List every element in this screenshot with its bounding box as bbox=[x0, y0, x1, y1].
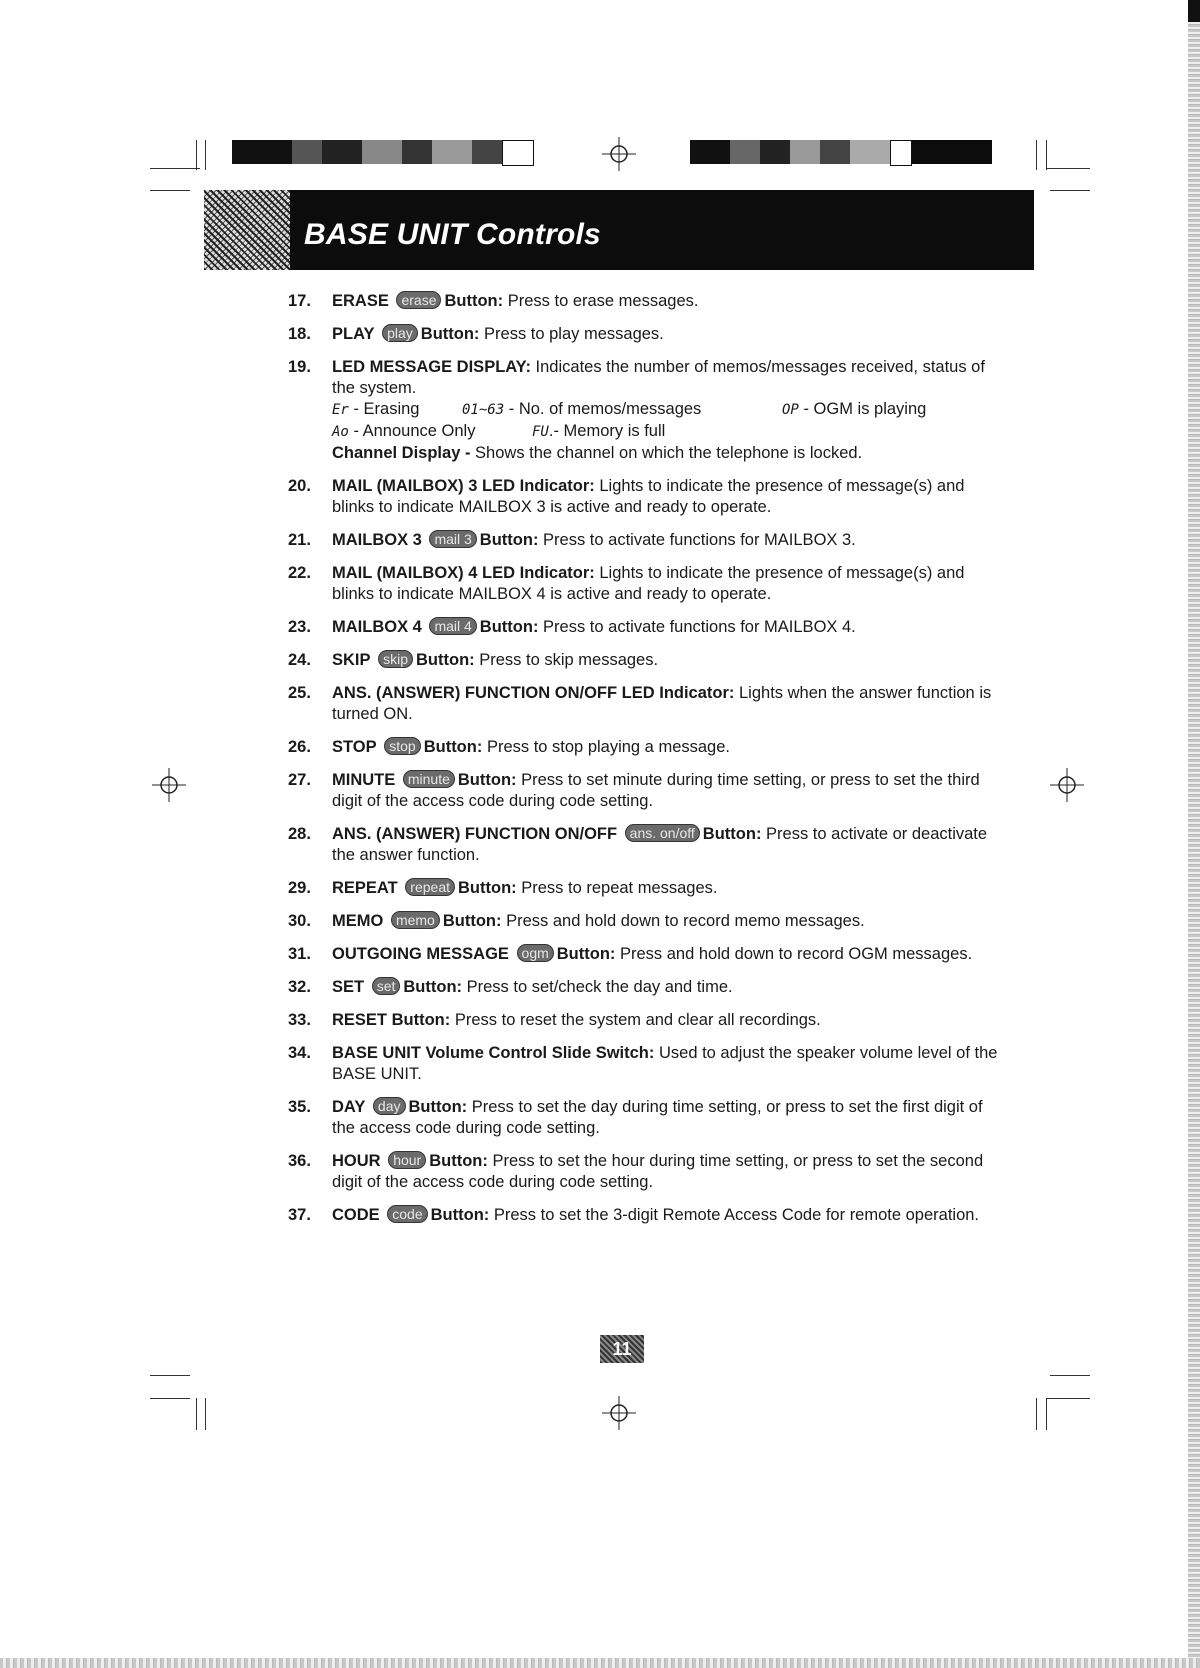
led-code-text: - Erasing bbox=[353, 400, 420, 418]
crop-mark bbox=[150, 1375, 190, 1376]
led-code-text: - No. of memos/messages bbox=[508, 400, 702, 418]
item-description: Press and hold down to record OGM messages. bbox=[620, 945, 973, 963]
item-body bbox=[332, 1010, 1008, 1031]
button-glyph: set bbox=[372, 977, 401, 995]
led-code: Ao bbox=[332, 424, 349, 440]
item-button-word: Button: bbox=[408, 1098, 468, 1116]
print-strip-right bbox=[690, 140, 992, 164]
list-item bbox=[288, 683, 1008, 725]
list-item bbox=[288, 1097, 1008, 1139]
list-item bbox=[288, 650, 1008, 671]
item-button-word: Button: bbox=[479, 618, 539, 636]
item-body bbox=[332, 944, 1008, 965]
item-label: ANS. (ANSWER) FUNCTION ON/OFF LED Indicator: bbox=[332, 684, 735, 702]
item-description: Press to skip messages. bbox=[479, 651, 659, 669]
section-header bbox=[204, 190, 1034, 270]
item-button-word: Button: bbox=[457, 771, 517, 789]
crop-mark bbox=[205, 1398, 206, 1430]
item-description: Lights to indicate the presence of message(s) and blinks to indicate MAILBOX 3 is active and ready to operate. bbox=[332, 477, 965, 516]
item-button-word: Button: bbox=[458, 879, 517, 897]
crop-mark bbox=[196, 140, 197, 170]
item-label: SKIP bbox=[332, 651, 371, 669]
crop-mark bbox=[150, 168, 200, 169]
registration-mark-icon bbox=[152, 768, 186, 802]
item-description: Press to reset the system and clear all recordings. bbox=[454, 1011, 821, 1029]
item-label: OUTGOING MESSAGE bbox=[332, 945, 509, 963]
item-label: STOP bbox=[332, 738, 377, 756]
item-description: Press to activate functions for MAILBOX 4. bbox=[543, 618, 856, 636]
item-description: Press to play messages. bbox=[484, 325, 664, 343]
button-glyph: erase bbox=[396, 291, 441, 309]
item-label: MAIL (MAILBOX) 4 LED Indicator: bbox=[332, 564, 595, 582]
button-glyph: day bbox=[373, 1097, 406, 1115]
item-button-word: Button: bbox=[479, 531, 539, 549]
item-button-word: Button: bbox=[430, 1206, 490, 1224]
crop-mark bbox=[150, 1398, 190, 1399]
item-number: 29. bbox=[288, 879, 311, 897]
item-number: 33. bbox=[288, 1011, 311, 1029]
crop-mark bbox=[205, 140, 206, 170]
item-number: 20. bbox=[288, 477, 311, 495]
item-number: 31. bbox=[288, 945, 311, 963]
crop-mark bbox=[1050, 1375, 1090, 1376]
crop-mark bbox=[1036, 1398, 1037, 1430]
led-codes-row bbox=[332, 421, 1008, 443]
crop-mark bbox=[1046, 140, 1047, 170]
button-glyph: play bbox=[382, 324, 418, 342]
scan-edge-bottom bbox=[0, 1658, 1200, 1668]
registration-mark-icon bbox=[602, 137, 636, 171]
item-body bbox=[332, 737, 1008, 758]
item-label: HOUR bbox=[332, 1152, 381, 1170]
item-body bbox=[332, 1205, 1008, 1226]
list-item bbox=[288, 1043, 1008, 1085]
crop-mark bbox=[1046, 168, 1090, 169]
item-button-word: Button: bbox=[391, 1011, 451, 1029]
item-label: MEMO bbox=[332, 912, 384, 930]
page-title: BASE UNIT Controls bbox=[304, 218, 601, 251]
item-button-word: Button: bbox=[420, 325, 480, 343]
item-label: SET bbox=[332, 978, 365, 996]
item-button-word: Button: bbox=[556, 945, 616, 963]
item-number: 22. bbox=[288, 564, 311, 582]
item-label: REPEAT bbox=[332, 879, 398, 897]
list-item bbox=[288, 737, 1008, 758]
item-number: 25. bbox=[288, 684, 311, 702]
crop-mark bbox=[196, 1398, 197, 1430]
item-body bbox=[332, 1151, 1008, 1193]
led-code-text: - Announce Only bbox=[353, 422, 476, 440]
list-item bbox=[288, 563, 1008, 605]
led-code-text: - OGM is playing bbox=[803, 400, 927, 418]
item-number: 26. bbox=[288, 738, 311, 756]
list-item bbox=[288, 1205, 1008, 1226]
item-description: Press to set the 3-digit Remote Access Code for remote operation. bbox=[493, 1206, 980, 1224]
led-code-ogm bbox=[782, 399, 926, 421]
list-item bbox=[288, 770, 1008, 812]
button-glyph: hour bbox=[388, 1151, 426, 1169]
led-code: 01~63 bbox=[462, 402, 505, 418]
led-code: OP bbox=[782, 402, 799, 418]
crop-mark bbox=[1046, 1398, 1090, 1399]
header-pattern bbox=[204, 190, 290, 270]
item-label: CODE bbox=[332, 1206, 380, 1224]
item-description: Press to stop playing a message. bbox=[486, 738, 730, 756]
item-body bbox=[332, 357, 1008, 464]
item-description: Lights when the answer function is turned ON. bbox=[332, 684, 992, 723]
item-label: MAILBOX 3 bbox=[332, 531, 422, 549]
item-body bbox=[332, 530, 1008, 551]
button-glyph: ans. on/off bbox=[625, 824, 700, 842]
item-body bbox=[332, 563, 1008, 605]
item-number: 30. bbox=[288, 912, 311, 930]
crop-mark bbox=[1050, 190, 1090, 191]
item-description: Press to repeat messages. bbox=[521, 879, 718, 897]
list-item bbox=[288, 1010, 1008, 1031]
list-item bbox=[288, 944, 1008, 965]
item-button-word: Button: bbox=[429, 1152, 488, 1170]
led-codes-row bbox=[332, 399, 1008, 421]
item-label: ERASE bbox=[332, 292, 389, 310]
item-description: Press to activate functions for MAILBOX 3. bbox=[543, 531, 856, 549]
scan-corner-mark bbox=[1188, 0, 1200, 22]
crop-mark bbox=[1046, 1398, 1047, 1430]
page-number: 11 bbox=[600, 1335, 644, 1363]
item-body bbox=[332, 1097, 1008, 1139]
item-number: 34. bbox=[288, 1044, 311, 1062]
item-number: 17. bbox=[288, 292, 311, 310]
item-description: Indicates the number of memos/messages received, status of the system. bbox=[332, 358, 985, 397]
item-number: 32. bbox=[288, 978, 311, 996]
list-item bbox=[288, 476, 1008, 518]
item-number: 21. bbox=[288, 531, 311, 549]
list-item bbox=[288, 324, 1008, 345]
item-label: RESET bbox=[332, 1011, 388, 1029]
list-item bbox=[288, 291, 1008, 312]
item-body bbox=[332, 324, 1008, 345]
item-description: Lights to indicate the presence of message(s) and blinks to indicate MAILBOX 4 is active and ready to operate. bbox=[332, 564, 965, 603]
item-description: Press to activate or deactivate the answer function. bbox=[332, 825, 988, 864]
led-code-full bbox=[532, 421, 665, 443]
crop-mark bbox=[1036, 140, 1037, 170]
button-glyph: stop bbox=[384, 737, 420, 755]
item-button-word: Button: bbox=[702, 825, 762, 843]
item-body bbox=[332, 977, 1008, 998]
registration-mark-icon bbox=[1050, 768, 1084, 802]
registration-mark-icon bbox=[602, 1396, 636, 1430]
led-code-announce bbox=[332, 421, 532, 443]
channel-display-row bbox=[332, 443, 1008, 464]
button-glyph: memo bbox=[391, 911, 440, 929]
item-description: Press to set the hour during time setting, or press to set the second digit of the access code during code setting. bbox=[332, 1152, 984, 1191]
item-label: MAILBOX 4 bbox=[332, 618, 422, 636]
item-number: 24. bbox=[288, 651, 311, 669]
button-glyph: mail 3 bbox=[429, 530, 476, 548]
item-number: 36. bbox=[288, 1152, 311, 1170]
list-item bbox=[288, 357, 1008, 464]
led-code-text: .- Memory is full bbox=[548, 422, 666, 440]
item-body bbox=[332, 476, 1008, 518]
item-label: DAY bbox=[332, 1098, 366, 1116]
button-glyph: minute bbox=[403, 770, 455, 788]
item-body bbox=[332, 770, 1008, 812]
item-description: Press to set/check the day and time. bbox=[466, 978, 733, 996]
channel-display-label: Channel Display - bbox=[332, 444, 471, 462]
item-description: Used to adjust the speaker volume level of the BASE UNIT. bbox=[332, 1044, 998, 1083]
list-item bbox=[288, 530, 1008, 551]
led-code-erasing bbox=[332, 399, 462, 421]
button-glyph: repeat bbox=[405, 878, 455, 896]
list-item bbox=[288, 617, 1008, 638]
scan-edge-right bbox=[1188, 0, 1200, 1668]
control-list bbox=[288, 291, 1008, 1238]
item-number: 37. bbox=[288, 1206, 311, 1224]
item-body bbox=[332, 911, 1008, 932]
led-code: Er bbox=[332, 402, 349, 418]
item-description: Press to set minute during time setting, or press to set the third digit of the access code during code setting. bbox=[332, 771, 980, 810]
item-number: 27. bbox=[288, 771, 311, 789]
item-body bbox=[332, 683, 1008, 725]
item-number: 35. bbox=[288, 1098, 311, 1116]
crop-mark bbox=[150, 190, 190, 191]
item-label: BASE UNIT Volume Control Slide Switch: bbox=[332, 1044, 655, 1062]
button-glyph: mail 4 bbox=[429, 617, 476, 635]
item-label: LED MESSAGE DISPLAY: bbox=[332, 358, 531, 376]
item-body bbox=[332, 617, 1008, 638]
item-description: Press and hold down to record memo messages. bbox=[506, 912, 865, 930]
list-item bbox=[288, 911, 1008, 932]
list-item bbox=[288, 1151, 1008, 1193]
button-glyph: skip bbox=[378, 650, 413, 668]
item-body bbox=[332, 291, 1008, 312]
item-button-word: Button: bbox=[416, 651, 475, 669]
button-glyph: ogm bbox=[517, 944, 554, 962]
channel-display-text: Shows the channel on which the telephone is locked. bbox=[475, 444, 863, 462]
item-button-word: Button: bbox=[444, 292, 504, 310]
item-button-word: Button: bbox=[423, 738, 483, 756]
button-glyph: code bbox=[387, 1205, 427, 1223]
item-body bbox=[332, 1043, 1008, 1085]
item-number: 19. bbox=[288, 358, 311, 376]
item-label: ANS. (ANSWER) FUNCTION ON/OFF bbox=[332, 825, 618, 843]
item-label: PLAY bbox=[332, 325, 375, 343]
item-body bbox=[332, 824, 1008, 866]
list-item bbox=[288, 977, 1008, 998]
led-code-count bbox=[462, 399, 782, 421]
list-item bbox=[288, 824, 1008, 866]
item-body bbox=[332, 878, 1008, 899]
item-button-word: Button: bbox=[403, 978, 463, 996]
item-description: Press to set the day during time setting, or press to set the first digit of the access code during code setting. bbox=[332, 1098, 983, 1137]
item-number: 28. bbox=[288, 825, 311, 843]
item-body bbox=[332, 650, 1008, 671]
item-button-word: Button: bbox=[442, 912, 502, 930]
item-label: MAIL (MAILBOX) 3 LED Indicator: bbox=[332, 477, 595, 495]
led-code: FU bbox=[532, 424, 549, 440]
print-strip-left bbox=[232, 140, 534, 164]
item-label: MINUTE bbox=[332, 771, 396, 789]
item-number: 18. bbox=[288, 325, 311, 343]
list-item bbox=[288, 878, 1008, 899]
item-number: 23. bbox=[288, 618, 311, 636]
item-description: Press to erase messages. bbox=[507, 292, 699, 310]
